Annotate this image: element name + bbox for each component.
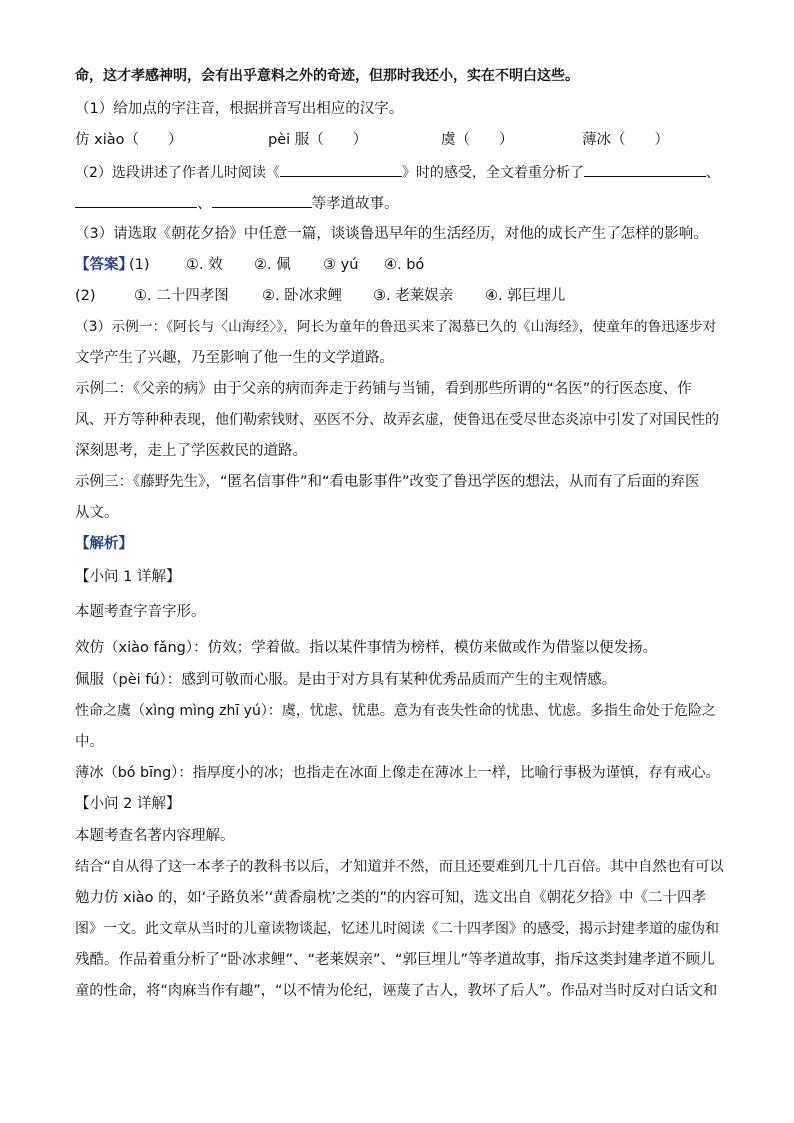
question-2-line-1 xyxy=(75,162,725,183)
answer-1-item-3: ③ yú xyxy=(323,257,359,273)
sub2-line: 童的性命，将“肉麻当作有趣”，“以不情为伦纪，诬蔑了古人，教坏了后人”。作品对当时反对白话文和 xyxy=(75,983,718,999)
sub2-line: 结合“自从得了这一本孝子的教科书以后，才知道并不然，而且还要难到几十几百倍。其中自然也有可以 xyxy=(75,859,724,875)
q1-item-2: pèi 服（ ） xyxy=(268,132,368,148)
answer-3-line: 示例二：《父亲的病》由于父亲的病而奔走于药铺与当铺，看到那些所谓的“名医”的行医态度、作 xyxy=(75,381,692,397)
answer-3-line: 示例三：《藤野先生》，“匿名信事件”和“看电影事件”改变了鲁迅学医的想法，从而有了后面的弃医 xyxy=(75,474,700,490)
sub1-line: 性命之虞（xìng mìng zhī yú）：虞，忧虑、忧患。意为有丧失性命的忧患、忧虑。多指生命处于危险之 xyxy=(75,703,716,719)
q2-tail: 、 xyxy=(705,165,720,181)
analysis-label: 【解析】 xyxy=(75,536,133,552)
q2-end: 等孝道故事。 xyxy=(311,196,399,212)
q2-middle: 》时的感受，全文着重分析了 xyxy=(401,165,584,181)
sub1-line: 中。 xyxy=(75,734,104,750)
answer-2-item-1: ①. 二十四孝图 xyxy=(134,288,229,304)
q2-prefix: （2）选段讲述了作者儿时阅读《 xyxy=(75,165,280,181)
answer-1-item-1: ①. 效 xyxy=(186,257,223,273)
sub1-line: 效仿（xiào fǎng）：仿效；学着做。指以某件事情为榜样，模仿来做或作为借鉴以便发扬。 xyxy=(75,640,658,656)
question-1: （1）给加点的字注音，根据拼音写出相应的汉字。 xyxy=(75,101,404,117)
sub1-line: 薄冰（bó bīng）：指厚度小的冰；也指走在冰面上像走在薄冰上一样，比喻行事极为谨慎，存有戒心。 xyxy=(75,765,720,781)
sub2-line: 图》一文。此文章从当时的儿童读物谈起，忆述儿时阅读《二十四孝图》的感受，揭示封建孝道的虚伪和 xyxy=(75,921,719,937)
answer-2-item-2: ②. 卧冰求鲤 xyxy=(262,288,343,304)
question-2-line-2 xyxy=(75,193,725,214)
sub2-line: 残酷。作品着重分析了“卧冰求鲤”、“老莱娱亲”、“郭巨埋儿”等孝道故事，指斥这类封建孝道不顾儿 xyxy=(75,952,715,968)
answer-3-line: （3）示例一：《阿长与〈山海经〉》，阿长为童年的鲁迅买来了渴慕已久的《山海经》，使童年的鲁迅逐步对 xyxy=(75,319,717,335)
answer-2-item-3: ③. 老莱娱亲 xyxy=(373,288,454,304)
sub1-line: 佩服（pèi fú）：感到可敬而心服。是由于对方具有某种优秀品质而产生的主观情感。 xyxy=(75,672,617,688)
q2-blank-story-1[interactable] xyxy=(584,162,706,177)
q2-blank-story-3[interactable] xyxy=(212,193,312,208)
intro-line: 命，这才孝感神明，会有出乎意料之外的奇迹，但那时我还小，实在不明白这些。 xyxy=(75,68,579,84)
q1-item-4: 薄冰（ ） xyxy=(582,132,669,148)
sub2-line: 本题考查名著内容理解。 xyxy=(75,828,235,844)
answer-label: 【答案】 xyxy=(75,257,133,273)
answer-3-line: 风、开方等种种表现，他们勒索钱财、巫医不分、故弄玄虚，使鲁迅在受尽世态炎凉中引发了对国民性的 xyxy=(75,412,719,428)
q1-item-1: 仿 xiào（ ） xyxy=(75,132,183,148)
q2-sep: 、 xyxy=(197,196,212,212)
answer-1-num: (1) xyxy=(129,257,150,273)
answer-1-item-4: ④. bó xyxy=(384,257,425,273)
q2-blank-book[interactable] xyxy=(280,162,402,177)
answer-2-num: (2) xyxy=(75,288,96,304)
sub1-title: 【小问 1 详解】 xyxy=(75,569,181,585)
answer-3-line: 文学产生了兴趣，乃至影响了他一生的文学道路。 xyxy=(75,350,394,366)
question-3: （3）请选取《朝花夕拾》中任意一篇，谈谈鲁迅早年的生活经历，对他的成长产生了怎样的影响。 xyxy=(75,226,708,242)
sub2-title: 【小问 2 详解】 xyxy=(75,796,181,812)
answer-2-item-4: ④. 郭巨埋儿 xyxy=(485,288,566,304)
answer-1-item-2: ②. 佩 xyxy=(254,257,291,273)
q2-blank-story-2[interactable] xyxy=(75,193,197,208)
answer-3-line: 深刻思考，走上了学医救民的道路。 xyxy=(75,443,307,459)
sub2-line: 勉力仿 xiào 的，如‘子路负米’‘黄香扇枕’之类的”的内容可知，选文出自《朝花夕拾》中《二十四孝 xyxy=(75,890,707,906)
q1-item-3: 虞（ ） xyxy=(441,132,514,148)
answer-3-line: 从文。 xyxy=(75,505,119,521)
sub1-line: 本题考查字音字形。 xyxy=(75,604,206,620)
